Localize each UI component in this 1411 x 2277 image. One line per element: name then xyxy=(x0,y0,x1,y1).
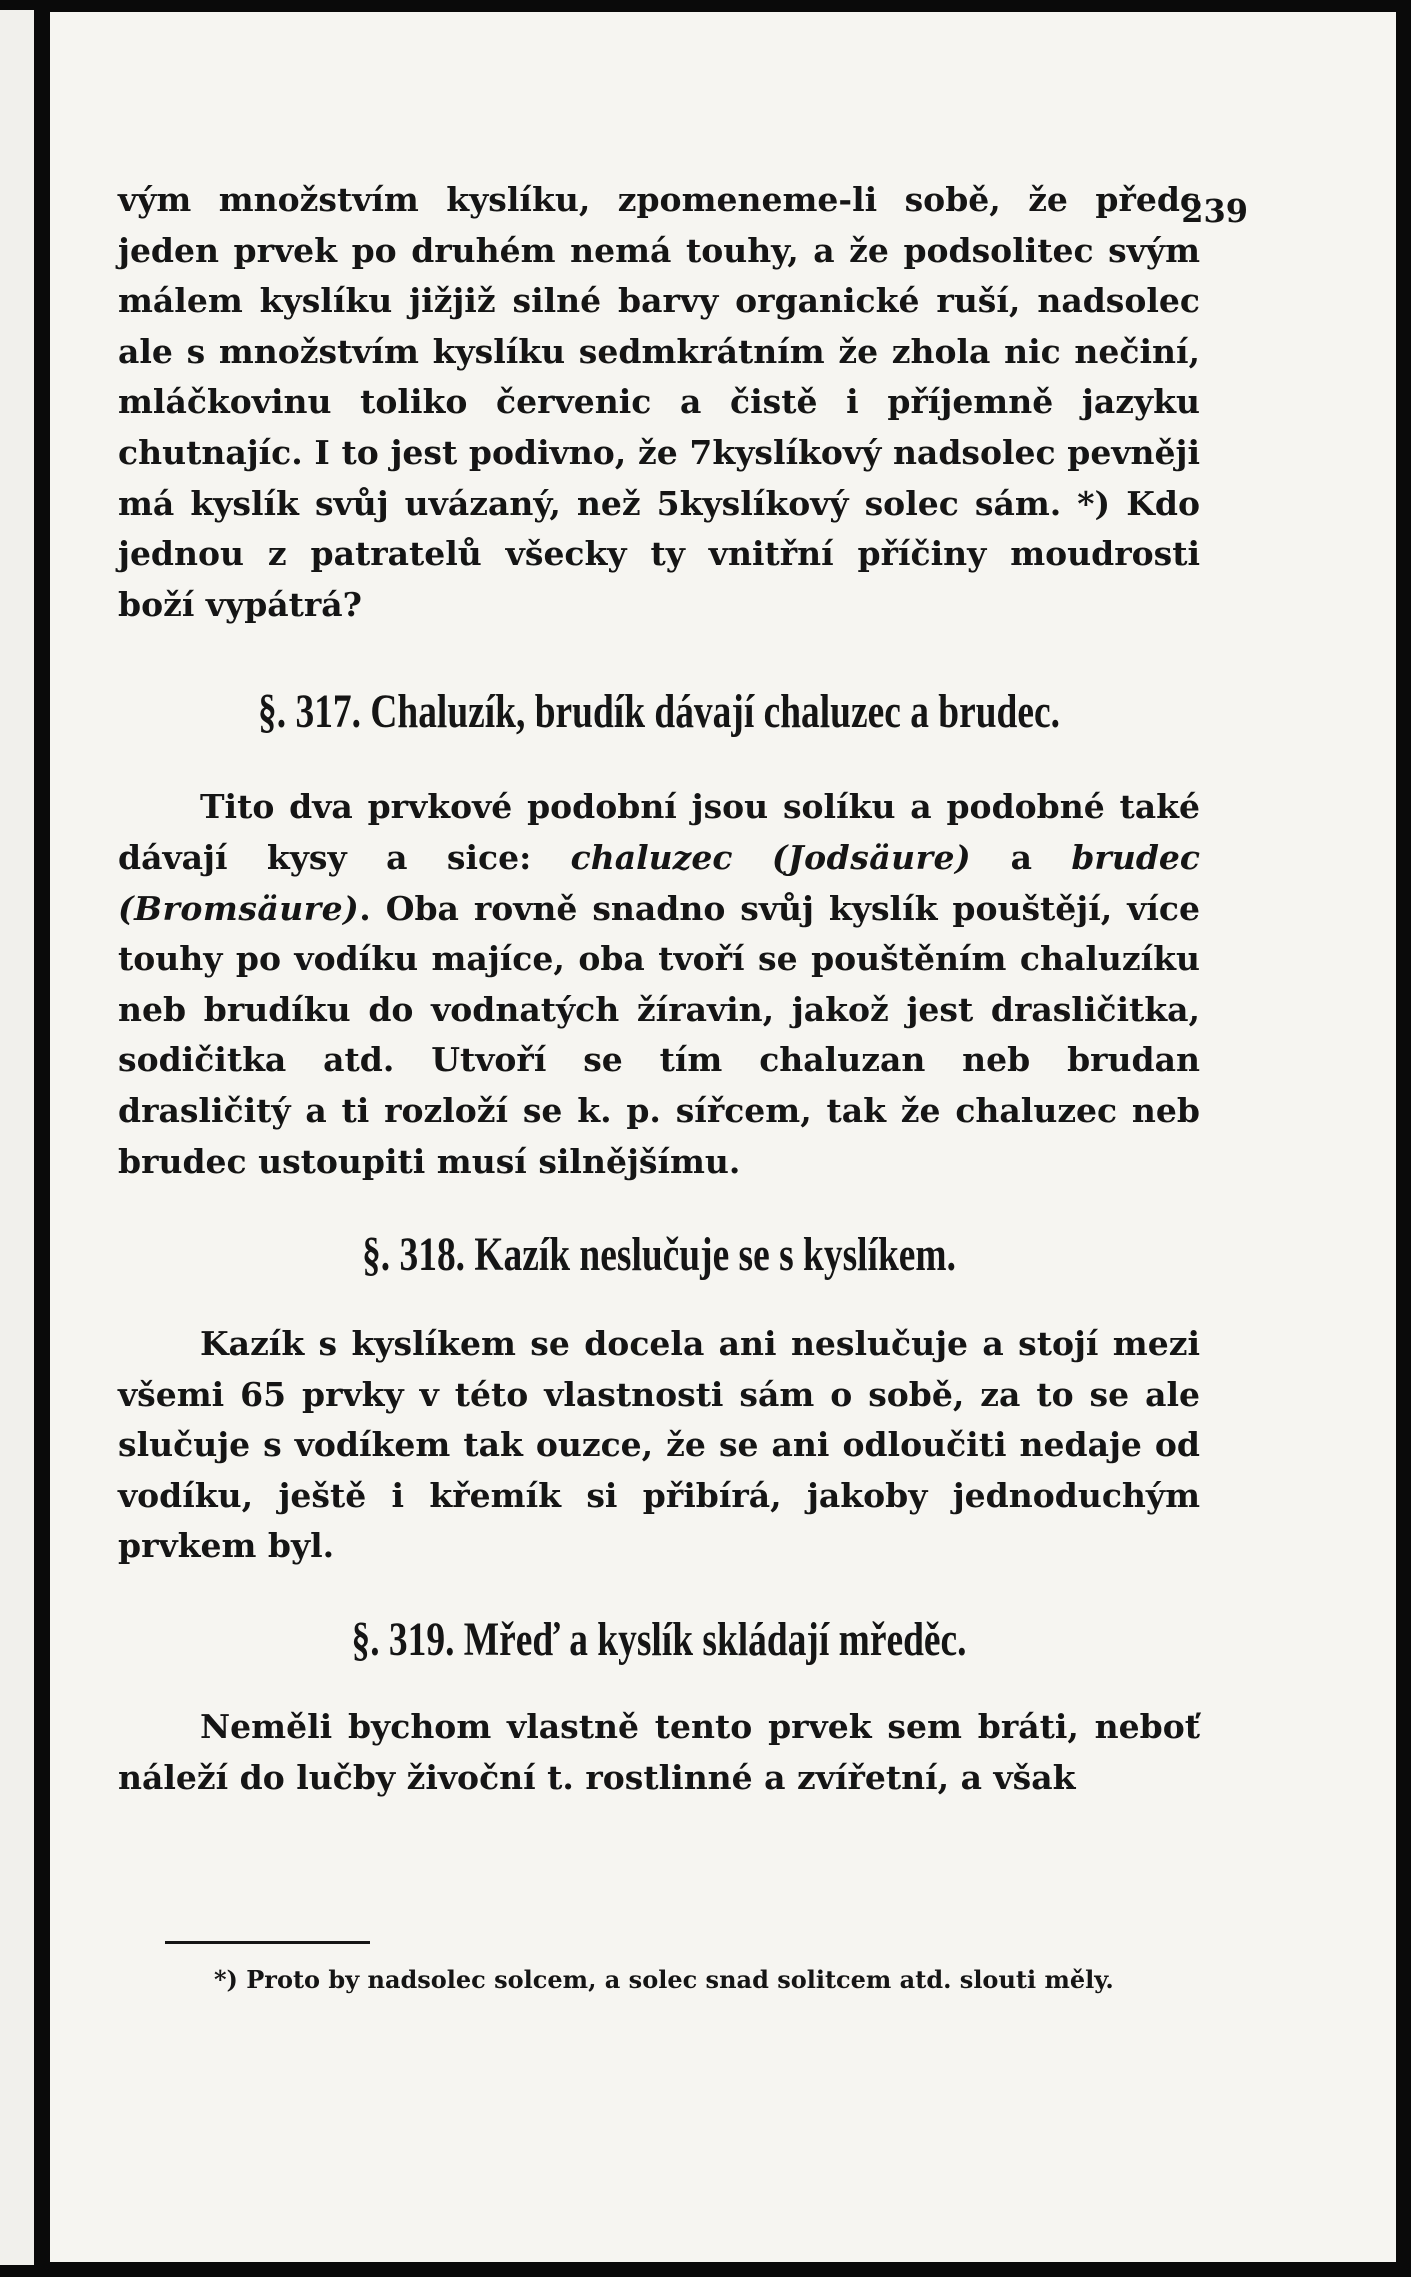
term-jodsaure: (Jodsäure) xyxy=(771,837,972,877)
section-heading-317: §. 317. Chaluzík, brudík dávají chaluzec a brudec. xyxy=(258,685,1060,739)
paragraph-text-tail: Kdo jednou z patratelů všecky ty vnitřní příčiny moudrosti boží vypátrá? xyxy=(118,483,1200,624)
footnote-divider xyxy=(165,1941,370,1944)
conjunction: a xyxy=(971,837,1072,877)
term-chaluzec: chaluzec xyxy=(570,837,733,877)
term-bromsaure: (Bromsäure) xyxy=(118,888,360,928)
term-brudec: brudec xyxy=(1071,837,1200,877)
paragraph-318: Kazík s kyslíkem se docela ani neslučuje a stojí mezi všemi 65 prvky v této vlastnosti sám o sobě, za to se ale slučuje s vodíkem tak ouzce, že se ani odloučiti nedaje od vodíku, ještě i křemík si přibírá, jakoby jednoduchým prvkem byl. xyxy=(118,1324,1200,1566)
page-text xyxy=(118,175,1200,1803)
footnote-marker: *) xyxy=(1077,483,1111,523)
section-heading-318: §. 318. Kazík neslučuje se s kyslíkem. xyxy=(362,1228,956,1282)
adjacent-page-edge xyxy=(0,10,34,2265)
paragraph-text: Tito dva prvkové podobní jsou solíku a podobné také dávají kysy a sice: xyxy=(118,787,1200,877)
page-number: 239 xyxy=(1181,192,1248,230)
paragraph-317 xyxy=(118,782,1200,1187)
paragraph-text: vým množstvím kyslíku, zpomeneme-li sobě, že předc jeden prvek po druhém nemá touhy, a že podsolitec svým málem kyslíku jižjiž silné barvy organické ruší, nadsolec ale s množstvím kyslíku sedmkrátním že zhola nic nečiní, mláčkovinu toliko červenic a čistě i příjemně jazyku chutnajíc. I to jest podivno, že 7kyslíkový nadsolec pevněji má kyslík svůj uvázaný, než 5kyslíkový solec sám. xyxy=(118,180,1200,523)
paragraph-text-tail: . Oba rovně snadno svůj kyslík pouštějí, více touhy po vodíku majíce, oba tvoří se pouštěním chaluzíku neb brudíku do vodnatých žíravin, jakož jest drasličitka, sodičitka atd. Utvoří se tím chaluzan neb brudan drasličitý a ti rozloží se k. p. sířcem, tak že chaluzec neb brudec ustoupiti musí silnějšímu. xyxy=(118,888,1200,1181)
paragraph-319: Neměli bychom vlastně tento prvek sem bráti, neboť náleží do lučby živoční t. rostlinné a zvířetní, a však xyxy=(118,1707,1200,1797)
section-heading-319: §. 319. Mřeď a kyslík skládají mředěc. xyxy=(351,1613,967,1667)
footnote: *) Proto by nadsolec solcem, a solec snad solitcem atd. slouti měly. xyxy=(214,1965,1114,1994)
paragraph-continuation xyxy=(118,175,1200,630)
